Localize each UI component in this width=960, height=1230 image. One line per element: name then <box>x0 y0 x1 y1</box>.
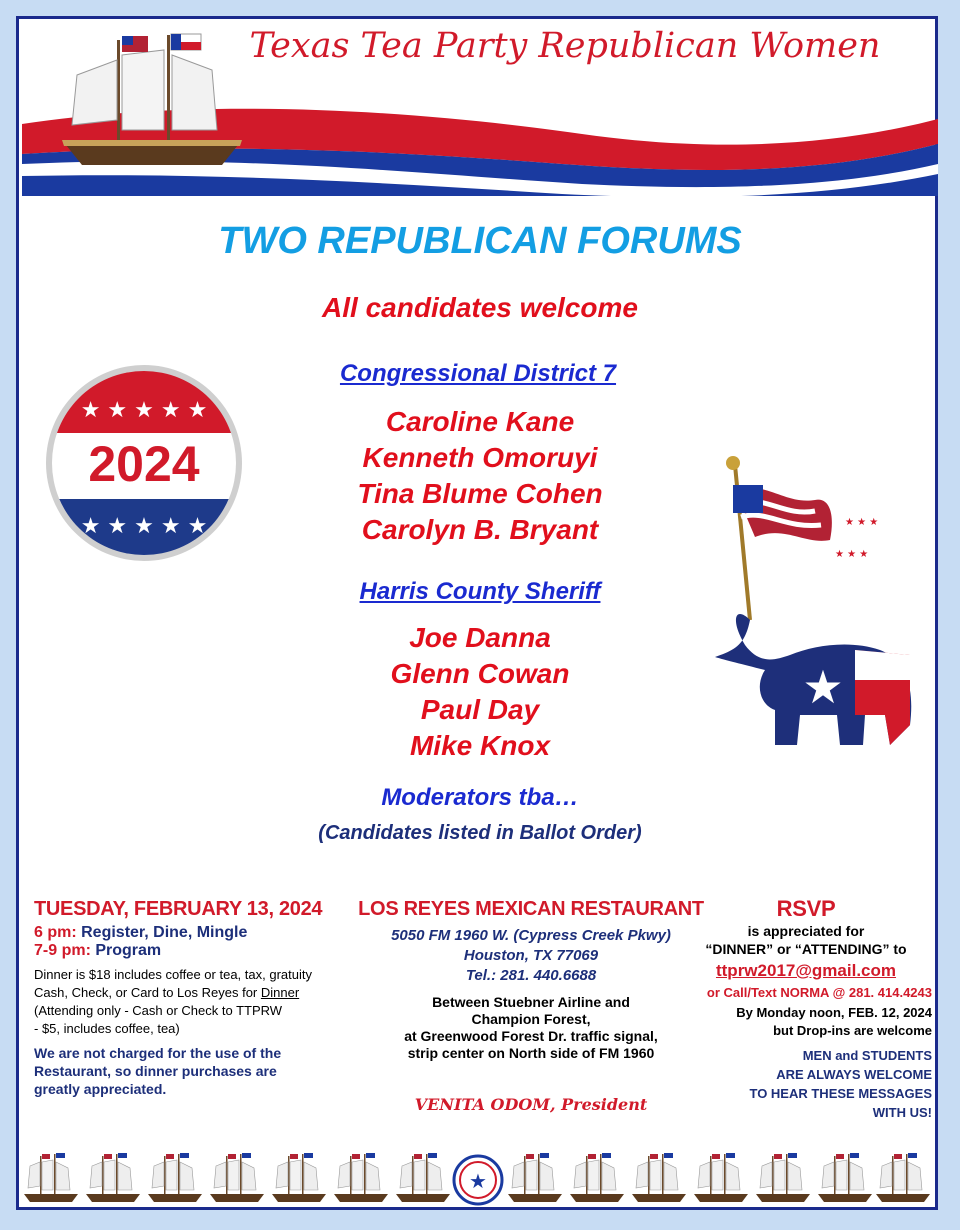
candidate: Caroline Kane <box>385 406 575 437</box>
ballot-note: (Candidates listed in Ballot Order) <box>318 822 642 844</box>
rsvp-line: “DINNER” or “ATTENDING” to <box>705 941 907 957</box>
directions <box>352 994 710 1062</box>
welcome-line: ARE ALWAYS WELCOME <box>776 1067 932 1082</box>
direction-line: Champion Forest, <box>471 1011 591 1027</box>
candidate: Glenn Cowan <box>390 658 570 689</box>
moderators: Moderators tba… <box>381 784 579 811</box>
ship-icon <box>756 1153 810 1202</box>
main-heading: TWO REPUBLICAN FORUMS <box>218 220 742 262</box>
rsvp-line: is appreciated for <box>747 923 865 939</box>
deadline: By Monday noon, FEB. 12, 2024 <box>736 1005 932 1020</box>
race2-title: Harris County Sheriff <box>359 578 601 605</box>
race1-title: Congressional District 7 <box>339 360 617 387</box>
email-link[interactable]: ttprw2017@gmail.com <box>715 961 897 980</box>
ship-icon <box>876 1153 930 1202</box>
svg-text:★ ★ ★ ★ ★: ★ ★ ★ ★ ★ <box>80 514 208 539</box>
svg-text:★ ★ ★: ★ ★ ★ <box>845 517 879 528</box>
candidate: Carolyn B. Bryant <box>361 514 599 545</box>
note-line: Restaurant, so dinner purchases are <box>34 1063 277 1079</box>
payment-dinner: Dinner <box>260 985 300 1000</box>
direction-line: Between Stuebner Airline and <box>432 994 630 1010</box>
note-line: greatly appreciated. <box>34 1081 167 1097</box>
time: 6 pm: <box>34 924 77 941</box>
attending-line: (Attending only - Cash or Check to TTPRW <box>34 1003 283 1018</box>
subheading: All candidates welcome <box>322 292 638 323</box>
welcome-line: MEN and STUDENTS <box>802 1048 932 1063</box>
address-line: 5050 FM 1960 W. (Cypress Creek Pkwy) <box>391 927 671 944</box>
ship-icon <box>694 1153 748 1202</box>
candidate: Mike Knox <box>409 730 551 761</box>
svg-text:2024: 2024 <box>88 436 200 492</box>
ship-icon <box>148 1153 202 1202</box>
ship-icon <box>632 1153 686 1202</box>
ship-icon <box>24 1153 78 1202</box>
venue-details <box>352 900 710 1114</box>
candidate: Tina Blume Cohen <box>357 478 603 509</box>
welcome-line: TO HEAR THESE MESSAGES <box>749 1086 932 1101</box>
ship-icon <box>334 1153 388 1202</box>
address <box>352 926 710 986</box>
event-details <box>34 900 354 1098</box>
ship-border <box>22 1152 934 1208</box>
payment-text: Cash, Check, or Card to Los Reyes for <box>34 985 261 1000</box>
direction-line: at Greenwood Forest Dr. traffic signal, <box>404 1028 658 1044</box>
rsvp-title: RSVP <box>776 896 836 921</box>
call-line: or Call/Text NORMA @ 281. 414.4243 <box>706 985 932 1000</box>
dinner-line: Dinner is $18 includes coffee or tea, tax, gratuity <box>34 967 312 982</box>
welcome-line: WITH US! <box>872 1105 932 1120</box>
payment-line <box>34 984 354 1002</box>
direction-line: strip center on North side of FM 1960 <box>407 1045 655 1061</box>
dropins: but Drop-ins are welcome <box>773 1023 932 1038</box>
ship-icon <box>396 1153 450 1202</box>
elephant-flag-icon <box>705 445 930 775</box>
candidate: Joe Danna <box>409 622 551 653</box>
rsvp-details <box>680 896 932 1122</box>
ship-icon <box>210 1153 264 1202</box>
ship-icon <box>508 1153 562 1202</box>
welcome-note <box>680 1046 932 1122</box>
note-line: We are not charged for the use of the <box>34 1045 282 1061</box>
svg-text:★ ★ ★ ★ ★: ★ ★ ★ ★ ★ <box>80 398 208 423</box>
activity: Program <box>95 942 162 959</box>
schedule-1 <box>34 924 354 942</box>
schedule-2 <box>34 942 354 960</box>
event-date: TUESDAY, FEBRUARY 13, 2024 <box>34 898 323 920</box>
phone: Tel.: 281. 440.6688 <box>465 967 597 984</box>
time: 7-9 pm: <box>34 942 91 959</box>
attending-line-2: - $5, includes coffee, tea) <box>34 1021 180 1036</box>
ship-icon <box>272 1153 326 1202</box>
candidate: Paul Day <box>420 694 540 725</box>
banner-title: Texas Tea Party Republican Women <box>249 26 881 66</box>
candidate: Kenneth Omoruyi <box>362 442 598 473</box>
activity: Register, Dine, Mingle <box>81 924 248 941</box>
ship-icon <box>818 1153 872 1202</box>
venue-name: LOS REYES MEXICAN RESTAURANT <box>358 898 704 920</box>
ship-icon <box>86 1153 140 1202</box>
note <box>34 1044 354 1098</box>
ship-icon <box>570 1153 624 1202</box>
svg-text:★: ★ <box>802 660 844 714</box>
texas-seal-icon <box>454 1156 502 1204</box>
address-line: Houston, TX 77069 <box>463 947 599 964</box>
svg-text:★: ★ <box>469 1169 487 1193</box>
president: VENITA ODOM, President <box>414 1095 648 1114</box>
svg-text:★ ★ ★: ★ ★ ★ <box>835 549 869 560</box>
